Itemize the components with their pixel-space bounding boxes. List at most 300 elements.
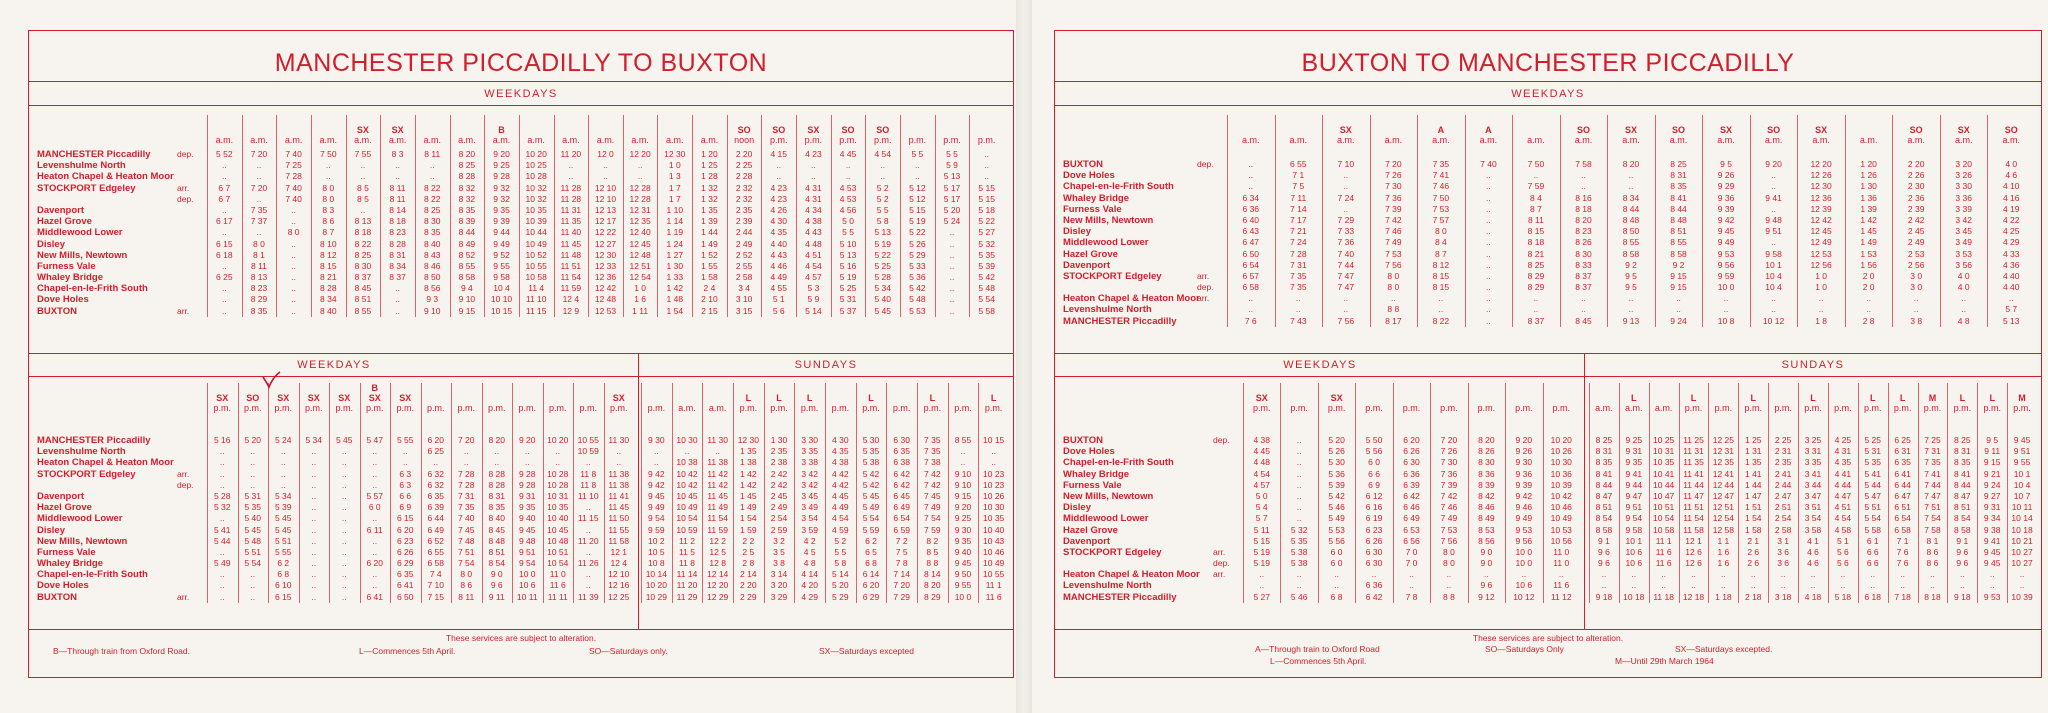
time-cell: 7 40 [285,193,302,204]
time-cell: 8 4 [1434,237,1447,248]
station-name: Heaton Chapel & Heaton Moor [1063,293,1200,305]
time-cell: 10 45 [547,524,569,535]
time-cell: 7 24 [1290,237,1307,248]
time-cell: 9 20 [1515,435,1533,445]
time-cell: 9 45 [1717,226,1735,237]
time-cell: 6 35 [1894,457,1911,468]
time-cell: .. [395,283,400,294]
time-cell: .. [311,580,317,591]
time-cell: 8 30 [354,260,372,271]
time-cell: 10 28 [547,468,569,479]
time-cell: 5 15 [978,193,995,204]
time-cell: 5 45 [274,524,292,535]
time-cell: 1 45 [740,490,757,501]
time-cell: 9 2 [1625,259,1637,270]
time-cell: .. [1961,304,1967,315]
time-cell: 10 27 [2011,558,2033,569]
time-cell: 4 54 [1253,468,1270,479]
time-cell: 9 36 [1515,468,1533,479]
time-cell: 5 9 [807,294,820,305]
time-cell: 5 22 [874,249,891,260]
time-column [1918,435,1948,603]
time-cell: 1 19 [666,227,684,238]
time-cell: 12 48 [629,249,651,260]
time-cell: .. [1296,569,1302,580]
time-column [764,435,795,603]
time-cell: 2 53 [1907,248,1925,259]
time-cell: .. [1631,569,1637,580]
time-cell: 1 51 [1744,502,1762,513]
time-cell: 8 42 [1478,490,1495,501]
time-cell: 1 18 [1715,591,1732,602]
column-header: SO a.m. [1669,125,1688,145]
station-name: Dove Holes [1063,170,1115,182]
time-cell: .. [1581,181,1586,192]
time-cell: 11 29 [676,591,698,602]
time-cell: 11 12 [1550,591,1572,602]
time-cell: 11 18 [1653,591,1674,602]
time-cell: 1 14 [666,216,684,227]
time-cell: 9 2 [1672,259,1685,270]
time-cell: 7 6 [1244,315,1257,326]
time-cell: 12 40 [629,227,651,238]
time-cell: 8 15 [1527,226,1545,237]
time-cell: 9 31 [518,490,536,501]
time-cell: 9 53 [1717,248,1735,259]
time-cell: 9 52 [493,249,510,260]
station-name: Disley [37,238,65,250]
time-cell: .. [949,294,955,305]
column-header: a.m. [458,135,476,145]
time-cell: 1 49 [740,502,757,513]
time-cell: 12 54 [1712,513,1735,524]
time-cell: .. [653,457,659,468]
time-cell: 8 23 [389,227,406,238]
time-cell: 8 37 [1575,270,1592,281]
arr-dep-label: arr. [177,468,190,479]
time-cell: 6 55 [1290,159,1307,169]
time-cell: .. [1676,293,1681,304]
time-cell: 3 15 [735,305,753,316]
time-cell: 10 1 [2013,468,2031,479]
time-cell: 7 49 [924,502,941,513]
time-cell: 7 36 [1385,192,1402,203]
time-cell: .. [914,160,920,171]
column-header: SX p.m. [335,393,353,413]
station-name: Whaley Bridge [1063,192,1129,204]
footer [29,633,1013,673]
time-cell: 7 25 [285,160,302,171]
column-header: SO a.m. [2002,125,2020,145]
time-cell: .. [250,457,256,468]
time-cell: 9 5 [1986,435,1999,445]
time-cell: .. [1631,580,1637,591]
time-cell: 8 47 [1954,490,1971,501]
time-cell: 7 26 [1385,170,1402,181]
time-cell: 4 20 [801,580,818,591]
time-cell: 7 5 [895,546,908,557]
time-cell: 8 30 [423,216,441,227]
time-cell: 8 1 [253,249,265,260]
time-cell: 9 39 [1717,203,1735,214]
time-cell: 10 11 [516,591,538,602]
time-cell: 9 30 [648,435,665,445]
time-cell: 11 39 [577,591,599,602]
time-cell: 9 0 [1480,546,1493,557]
time-cell: 11 6 [1655,546,1672,557]
time-cell: .. [1343,304,1349,315]
time-cell: 9 15 [1983,457,2001,468]
time-cell: 12 35 [1712,457,1735,468]
time-cell: 8 0 [1387,282,1400,293]
time-cell: 12 31 [1712,446,1735,457]
time-cell: .. [1371,569,1377,580]
time-cell: 7 54 [457,558,475,569]
time-cell: 7 56 [1440,535,1458,546]
time-cell: 7 53 [1432,203,1450,214]
time-cell: 8 37 [1575,282,1592,293]
time-cell: .. [1771,237,1776,248]
time-cell: 12 58 [1712,524,1735,535]
time-cell: 11 8 [580,468,597,479]
time-cell: .. [250,468,256,479]
arr-dep-label: dep. [177,149,194,159]
time-cell: 12 14 [707,569,729,580]
column-header: L p.m. [1863,393,1882,413]
time-cell: 8 12 [320,249,337,260]
time-cell: .. [325,171,331,182]
time-cell: 7 35 [1290,282,1307,293]
time-cell: 6 17 [216,216,233,227]
time-cell: 11 42 [707,468,728,479]
time-cell: 9 15 [954,490,972,501]
time-cell: 7 42 [1385,214,1402,225]
time-cell: 9 11 [1984,446,2001,457]
time-cell: 12 39 [1810,203,1832,214]
time-cell: .. [1295,293,1301,304]
time-cell: 8 5 [357,193,369,204]
time-cell: 10 35 [525,204,547,215]
time-cell: 10 49 [525,238,547,249]
time-cell: 7 40 [285,182,302,193]
time-cell: 2 42 [1907,214,1925,225]
time-cell: 6 41 [366,591,384,602]
time-cell: .. [1691,580,1696,591]
time-cell: 5 32 [978,238,995,249]
time-cell: .. [2008,293,2014,304]
panel-title: BUXTON TO MANCHESTER PICCADILLY [1055,43,2041,82]
time-cell: 11 38 [608,479,630,490]
column-header: SO p.m. [769,125,788,145]
time-cell: .. [1581,293,1586,304]
column-header: p.m. [487,403,506,413]
time-cell: .. [1390,293,1396,304]
center-fold [1016,0,1032,713]
time-cell: 12 0 [597,149,614,159]
time-cell: 8 22 [423,182,441,193]
time-cell: 9 58 [1765,248,1782,259]
time-cell: 9 53 [1983,591,2001,602]
time-cell: 5 35 [978,249,995,260]
time-cell: 10 29 [645,591,667,602]
time-cell: 9 51 [1765,226,1782,237]
time-cell: 8 13 [250,272,268,283]
time-cell: .. [221,294,227,305]
time-cell: 4 49 [770,272,788,283]
time-cell: 1 32 [701,193,718,204]
time-cell: .. [291,260,296,271]
time-cell: .. [395,171,400,182]
time-cell: 3 5 [773,546,785,557]
time-cell: .. [1771,181,1776,192]
time-cell: .. [1533,304,1539,315]
time-cell: 5 44 [1864,479,1881,490]
time-cell: 4 23 [770,193,788,204]
arr-dep-label: arr. [177,591,190,602]
time-cell: 8 55 [1670,237,1687,248]
time-cell: 12 1 [610,546,628,557]
time-cell: 6 43 [1242,226,1260,237]
station-name: MANCHESTER Piccadilly [1063,591,1177,603]
time-cell: .. [880,160,886,171]
time-cell: .. [341,479,347,490]
time-cell: 9 55 [493,260,510,271]
time-cell: 11 0 [1553,546,1570,557]
time-cell: 6 58 [1242,282,1260,293]
time-cell: 5 2 [876,182,889,193]
time-cell: 5 47 [1864,490,1881,501]
time-cell: 12 13 [594,204,617,215]
time-cell: .. [585,502,591,513]
time-cell: 5 55 [274,546,292,557]
time-cell: 12 30 [737,435,759,445]
time-cell: 1 0 [1815,282,1828,293]
station-name: Disley [1063,502,1091,514]
time-cell: .. [637,171,643,182]
time-cell: .. [372,580,378,591]
time-cell: 8 6 [1926,546,1939,557]
column-header: p.m. [831,403,850,413]
time-cell: 1 52 [701,249,718,260]
time-cell: 11 5 [679,546,695,557]
time-cell: 11 0 [1553,558,1570,569]
column-header: L p.m. [1744,393,1763,413]
time-cell: .. [1259,580,1265,591]
time-cell: 6 20 [396,524,414,535]
time-cell: 7 8 [1405,591,1418,602]
time-cell: 6 42 [893,468,910,479]
time-cell: 3 18 [1774,591,1792,602]
time-cell: 8 37 [1527,315,1545,326]
station-name: New Mills, Newtown [1063,214,1154,226]
time-cell: .. [1721,580,1726,591]
time-cell: 3 54 [801,513,818,524]
time-cell: 1 25 [701,160,718,171]
time-cell: 7 44 [1337,259,1355,270]
time-cell: 5 13 [943,171,961,182]
time-cell: 1 27 [666,249,684,260]
time-cell: 6 57 [1242,270,1260,281]
time-cell: 1 54 [1744,513,1762,524]
time-cell: 8 11 [251,260,267,271]
time-cell: 7 6 [1896,546,1909,557]
station-name: Davenport [1063,535,1110,547]
time-cell: 3 47 [1804,490,1822,501]
time-cell: 6 31 [1894,446,1911,457]
time-cell: 7 17 [1290,214,1307,225]
time-cell: 7 31 [1924,446,1941,457]
time-cell: .. [256,193,262,204]
sundays-band: SUNDAYS [639,354,1013,377]
time-cell: 12 27 [594,238,617,249]
time-cell: 5 6 [1836,558,1849,569]
time-cell: 7 2 [895,535,908,546]
time-cell: 2 6 [1747,546,1760,557]
time-cell: 11 48 [560,249,582,260]
time-cell: 10 4 [1765,270,1782,281]
time-cell: 2 15 [701,305,718,316]
time-cell: 5 8 [834,558,847,569]
time-cell: 2 42 [770,468,788,479]
time-cell: 5 31 [839,294,857,305]
time-cell: .. [1818,304,1824,315]
time-cell: 8 54 [488,558,506,569]
time-cell: .. [1296,490,1302,501]
time-cell: 11 38 [707,457,728,468]
time-cell: 8 3 [391,149,404,159]
time-cell: 8 20 [488,435,506,445]
time-cell: 9 41 [1765,192,1782,203]
time-cell: .. [1771,293,1776,304]
time-cell: 8 49 [1478,513,1495,524]
column-header: a.m. [1289,135,1308,145]
time-cell: 3 51 [1804,502,1822,513]
time-cell: 6 8 [865,558,877,569]
time-cell: .. [221,204,227,215]
time-column [794,435,825,603]
time-cell: 8 35 [1670,181,1687,192]
time-cell: 6 54 [893,513,910,524]
time-cell: 3 0 [1910,270,1923,281]
time-cell: 4 54 [1834,513,1852,524]
time-cell: 12 20 [707,580,729,591]
time-cell: .. [1989,569,1995,580]
time-cell: 7 20 [250,182,268,193]
time-cell: 10 38 [676,457,698,468]
time-cell: 10 42 [676,468,698,479]
time-cell: 8 44 [458,227,476,238]
time-cell: 6 30 [893,435,910,445]
column-header: SO p.m. [243,393,262,413]
time-cell: .. [1296,513,1302,524]
time-cell: 10 41 [1653,468,1675,479]
column-header: SO p.m. [873,125,892,145]
time-cell: 2 49 [1907,237,1925,248]
time-cell: 5 57 [366,490,384,501]
time-cell: 12 36 [1810,192,1832,203]
time-cell: 6 7 [218,193,231,204]
time-cell: .. [395,294,400,305]
time-cell: 5 31 [1864,446,1881,457]
time-cell: 5 1 [1836,535,1849,546]
time-cell: 7 10 [1337,159,1355,169]
time-cell: 12 49 [1810,237,1832,248]
time-cell: 6 3 [399,479,412,490]
time-cell: 8 55 [954,435,972,445]
time-cell: 12 30 [594,249,617,260]
time-cell: 5 19 [874,238,891,249]
time-cell: 11 4 [528,283,545,294]
time-cell: 6 0 [1368,457,1380,468]
time-cell: .. [219,580,225,591]
time-cell: 10 15 [983,435,1005,445]
time-cell: 8 0 [1443,558,1455,569]
time-cell: 11 8 [679,558,695,569]
time-cell: 10 52 [525,249,547,260]
column-header: SX p.m. [804,125,823,145]
column-header: SX p.m. [1327,393,1346,413]
footnote-l: L—Commences 5th April. [359,646,456,656]
time-cell: .. [1930,580,1935,591]
time-cell: 11 14 [676,569,698,580]
time-cell: 8 33 [1575,259,1592,270]
time-cell: .. [1248,170,1254,181]
time-cell: 9 45 [954,558,972,569]
time-cell: 8 26 [1575,237,1592,248]
time-cell: 6 36 [1365,580,1383,591]
time-cell: 6 25 [427,446,445,457]
time-cell: 10 42 [676,479,698,490]
time-cell: 8 55 [458,260,476,271]
time-cell: 4 8 [803,558,816,569]
time-cell: 5 4 [1255,502,1268,513]
time-cell: 6 29 [396,558,414,569]
time-cell: 6 30 [1365,546,1383,557]
time-cell: .. [1840,569,1846,580]
time-cell: 5 7 [2005,304,2018,315]
station-name: Middlewood Lower [37,227,123,239]
station-name: BUXTON [1063,435,1103,446]
time-cell: 1 3 [668,171,681,182]
time-cell: 5 19 [909,216,926,227]
time-cell: 10 0 [1717,282,1735,293]
station-name: Whaley Bridge [37,272,103,284]
time-cell: 1 44 [1744,479,1762,490]
footer-notice: These services are subject to alteration. [1472,633,1624,643]
time-cell: 5 20 [1328,435,1345,445]
time-cell: .. [221,260,227,271]
time-cell: 8 55 [354,305,372,316]
time-cell: 7 35 [1924,457,1941,468]
time-cell: .. [1295,304,1301,315]
time-cell: 5 49 [213,558,231,569]
time-cell: 8 58 [1595,524,1613,535]
time-cell: .. [1334,569,1339,580]
time-cell: .. [250,479,256,490]
time-cell: 5 27 [978,227,995,238]
time-cell: 2 4 [703,283,716,294]
time-cell: 8 37 [354,272,372,283]
time-cell: .. [1446,569,1452,580]
time-cell: 7 48 [457,535,475,546]
time-cell: 8 40 [320,305,337,316]
time-cell: .. [221,160,227,171]
weekdays-band: WEEKDAYS [1055,83,2041,106]
time-cell: 7 10 [427,580,445,591]
time-cell: 8 30 [1478,457,1495,468]
column-header: p.m. [548,403,567,413]
time-cell: .. [1721,569,1726,580]
